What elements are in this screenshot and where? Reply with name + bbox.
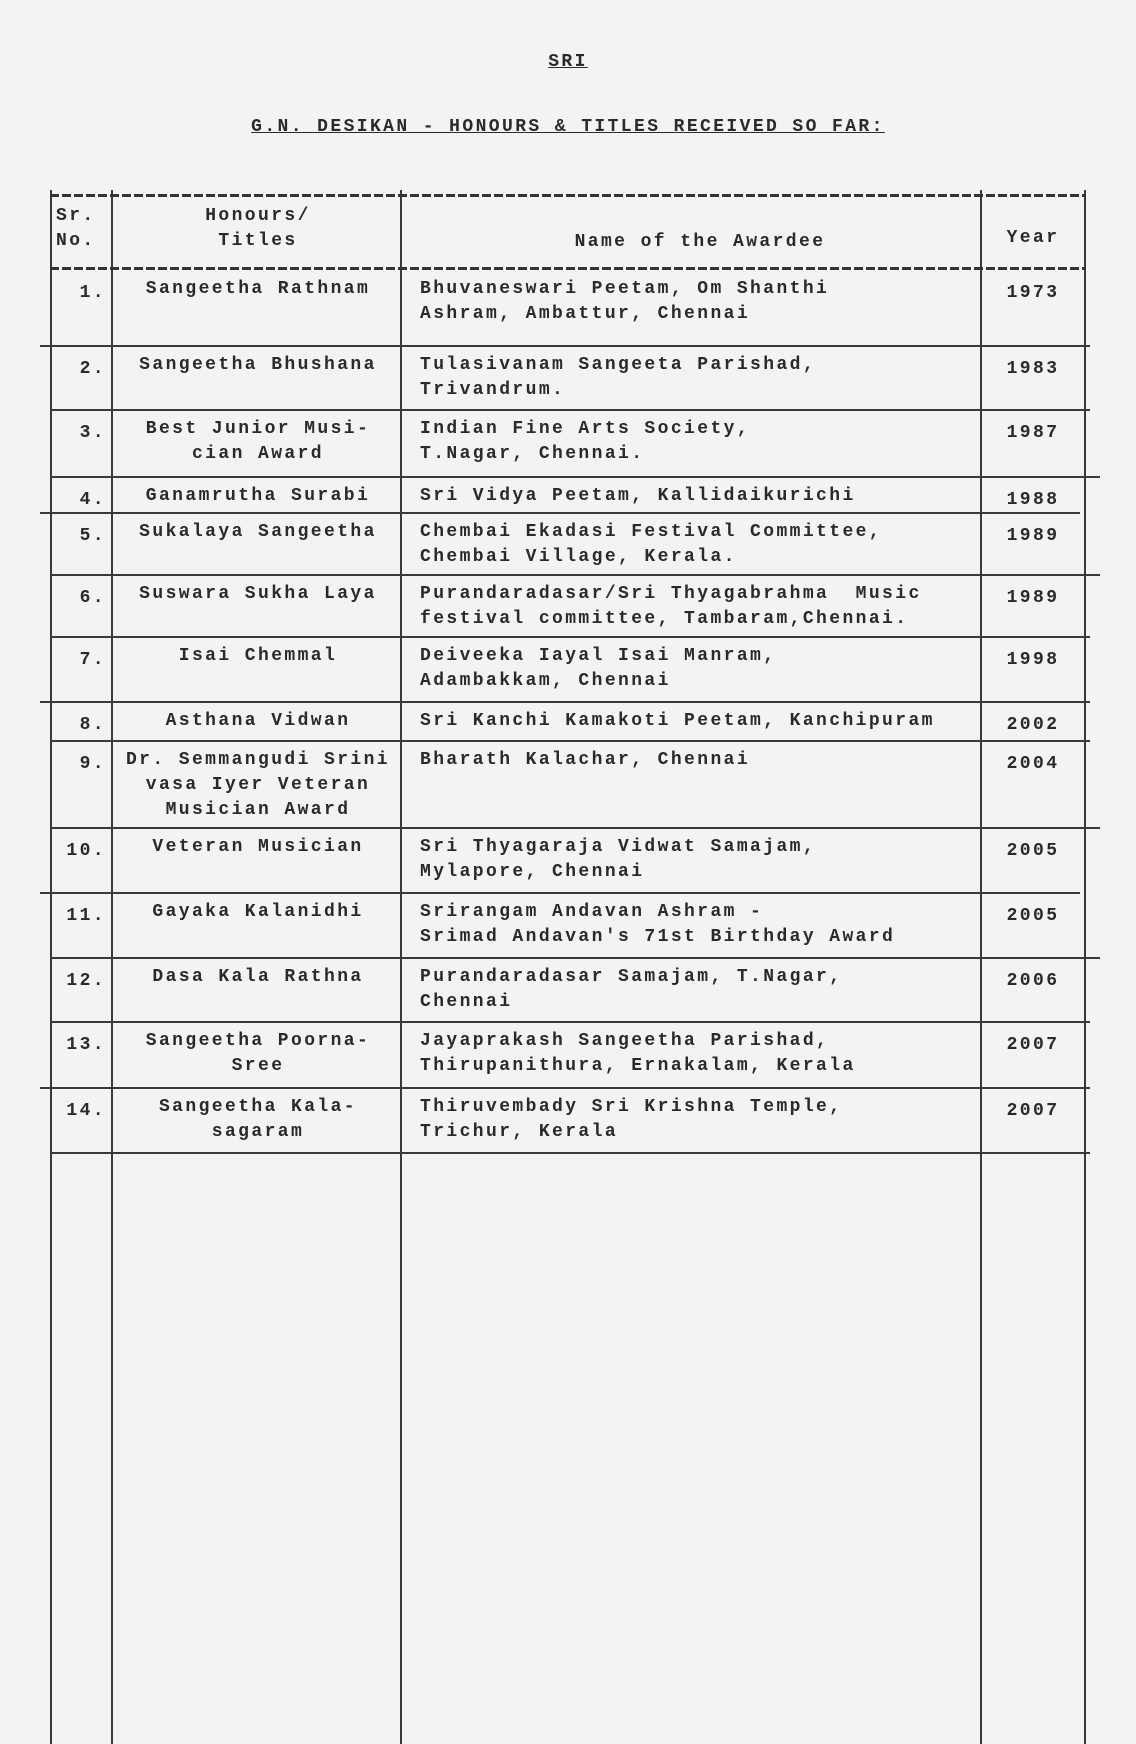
honour-title: Sangeetha Bhushana xyxy=(139,355,377,375)
honour-title: Veteran Musician xyxy=(152,837,364,857)
sr-no: 10. xyxy=(66,841,106,861)
sr-no: 12. xyxy=(66,971,106,991)
sr-no: 7. xyxy=(79,650,106,670)
awardee-name: Sri Vidya Peetam, Kallidaikurichi xyxy=(420,486,856,506)
row-divider xyxy=(50,476,1100,478)
awardee-name: Sri Kanchi Kamakoti Peetam, Kanchipuram xyxy=(420,711,935,731)
honour-title: Dr. Semmangudi Srini vasa Iyer Veteran Musician Award xyxy=(125,750,391,820)
row-divider xyxy=(40,512,1080,514)
awardee-name: Bhuvaneswari Peetam, Om Shanthi Ashram, Ambattur, Chennai xyxy=(420,279,830,324)
award-year: 1983 xyxy=(1006,359,1060,379)
awardee-name: Indian Fine Arts Society, T.Nagar, Chennai. xyxy=(420,419,751,464)
row-divider xyxy=(50,409,1090,411)
honour-title: Ganamrutha Surabi xyxy=(145,486,371,506)
sr-no: 9. xyxy=(79,754,106,774)
row-divider xyxy=(40,701,1090,703)
sr-no: 3. xyxy=(79,423,106,443)
header-bottom-rule xyxy=(50,267,1086,270)
row-divider xyxy=(40,892,1080,894)
sr-no: 1. xyxy=(79,283,106,303)
awardee-name: Deiveeka Iayal Isai Manram, Adambakkam, Chennai xyxy=(420,646,777,691)
column-divider xyxy=(111,190,113,1744)
sr-no: 8. xyxy=(79,715,106,735)
award-year: 1989 xyxy=(1006,526,1060,546)
award-year: 2007 xyxy=(1006,1101,1060,1121)
row-divider xyxy=(50,574,1100,576)
table-border-right xyxy=(1084,190,1086,1744)
honour-title: Sangeetha Kala- sagaram xyxy=(158,1097,358,1142)
row-divider xyxy=(50,957,1100,959)
honour-title: Suswara Sukha Laya xyxy=(139,584,377,604)
row-divider xyxy=(40,1087,1090,1089)
awardee-name: Purandaradasar Samajam, T.Nagar, Chennai xyxy=(420,967,843,1012)
honour-title: Sangeetha Rathnam xyxy=(145,279,371,299)
award-year: 2004 xyxy=(1006,754,1060,774)
sr-no: 13. xyxy=(66,1035,106,1055)
header-top-rule xyxy=(50,194,1086,197)
awardee-name: Jayaprakash Sangeetha Parishad, Thirupanithura, Ernakalam, Kerala xyxy=(420,1031,856,1076)
honour-title: Gayaka Kalanidhi xyxy=(152,902,364,922)
table-border-left xyxy=(50,190,52,1744)
document-prefix: SRI xyxy=(548,52,588,72)
column-divider xyxy=(400,190,402,1744)
honour-title: Dasa Kala Rathna xyxy=(152,967,364,987)
row-divider xyxy=(40,345,1090,347)
row-divider xyxy=(50,740,1090,742)
row-divider xyxy=(50,827,1100,829)
award-year: 2007 xyxy=(1006,1035,1060,1055)
awardee-name: Chembai Ekadasi Festival Committee, Chembai Village, Kerala. xyxy=(420,522,883,567)
sr-no: 4. xyxy=(79,490,106,510)
honour-title: Best Junior Musi- cian Award xyxy=(145,419,371,464)
award-year: 1989 xyxy=(1006,588,1060,608)
sr-no: 11. xyxy=(66,906,106,926)
award-year: 1988 xyxy=(1006,490,1060,510)
awardee-name: Bharath Kalachar, Chennai xyxy=(420,750,751,770)
header-year: Year xyxy=(1006,228,1060,248)
header-sr-no: Sr. No. xyxy=(56,206,96,251)
awardee-name: Thiruvembady Sri Krishna Temple, Trichur, Kerala xyxy=(420,1097,843,1142)
honour-title: Asthana Vidwan xyxy=(165,711,351,731)
sr-no: 14. xyxy=(66,1101,106,1121)
header-awardee: Name of the Awardee xyxy=(574,232,826,252)
awardee-name: Purandaradasar/Sri Thyagabrahma Music festival committee, Tambaram,Chennai. xyxy=(420,584,922,629)
document-title: G.N. DESIKAN - HONOURS & TITLES RECEIVED SO FAR: xyxy=(251,117,885,137)
award-year: 2005 xyxy=(1006,906,1060,926)
award-year: 1987 xyxy=(1006,423,1060,443)
awardee-name: Srirangam Andavan Ashram - Srimad Andavan's 71st Birthday Award xyxy=(420,902,896,947)
column-divider xyxy=(980,190,982,1744)
header-honours: Honours/ Titles xyxy=(205,206,311,251)
award-year: 1998 xyxy=(1006,650,1060,670)
sr-no: 2. xyxy=(79,359,106,379)
sr-no: 6. xyxy=(79,588,106,608)
honour-title: Sukalaya Sangeetha xyxy=(139,522,377,542)
sr-no: 5. xyxy=(79,526,106,546)
awardee-name: Sri Thyagaraja Vidwat Samajam, Mylapore, Chennai xyxy=(420,837,817,882)
honour-title: Sangeetha Poorna- Sree xyxy=(145,1031,371,1076)
row-divider xyxy=(50,1021,1090,1023)
row-divider xyxy=(50,1152,1090,1154)
awardee-name: Tulasivanam Sangeeta Parishad, Trivandrum. xyxy=(420,355,817,400)
award-year: 2006 xyxy=(1006,971,1060,991)
honour-title: Isai Chemmal xyxy=(178,646,338,666)
award-year: 1973 xyxy=(1006,283,1060,303)
award-year: 2005 xyxy=(1006,841,1060,861)
row-divider xyxy=(50,636,1090,638)
award-year: 2002 xyxy=(1006,715,1060,735)
